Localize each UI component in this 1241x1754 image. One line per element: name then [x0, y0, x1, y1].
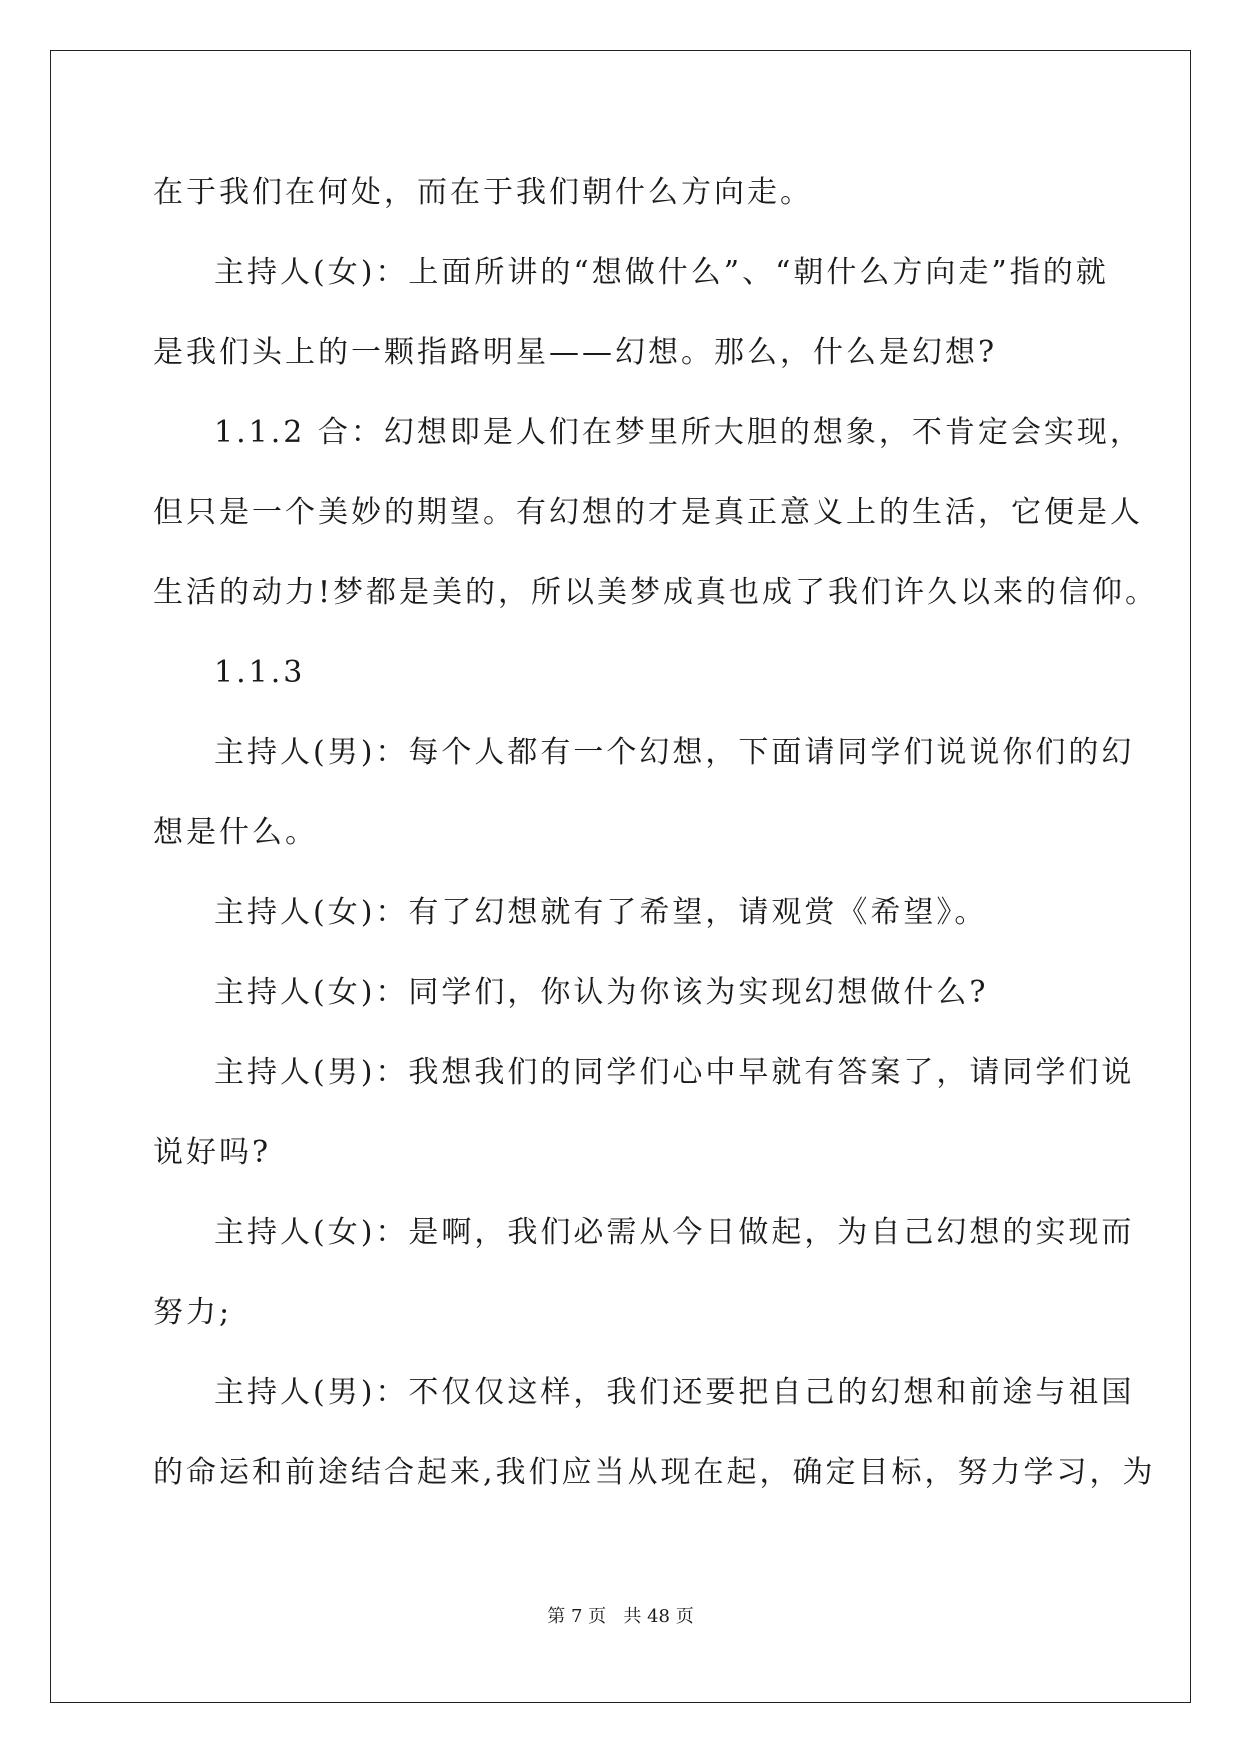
paragraph-line: 是我们头上的一颗指路明星——幻想。那么，什么是幻想?: [153, 335, 998, 370]
paragraph-line: 1.1.2 合：幻想即是人们在梦里所大胆的想象，不肯定会实现，: [214, 415, 1143, 450]
paragraph-line: 努力;: [153, 1295, 233, 1330]
paragraph-line: 说好吗?: [153, 1135, 272, 1170]
paragraph-line: 主持人(女)：是啊，我们必需从今日做起，为自己幻想的实现而: [214, 1215, 1135, 1250]
paragraph-line: 主持人(男)：我想我们的同学们心中早就有答案了，请同学们说: [214, 1055, 1135, 1090]
paragraph-line: 主持人(男)：每个人都有一个幻想，下面请同学们说说你们的幻: [214, 735, 1135, 770]
paragraph-line: 主持人(男)：不仅仅这样，我们还要把自己的幻想和前途与祖国: [214, 1375, 1135, 1410]
paragraph-line: 但只是一个美妙的期望。有幻想的才是真正意义上的生活，它便是人: [153, 495, 1143, 530]
paragraph-line: 生活的动力!梦都是美的，所以美梦成真也成了我们许久以来的信仰。: [153, 575, 1159, 610]
paragraph-line: 主持人(女)：同学们，你认为你该为实现幻想做什么?: [214, 975, 989, 1010]
paragraph-line: 主持人(女)：上面所讲的“想做什么”、“朝什么方向走”指的就: [214, 255, 1109, 290]
paragraph-line: 的命运和前途结合起来,我们应当从现在起，确定目标，努力学习，为: [153, 1455, 1156, 1490]
paragraph-line: 主持人(女)：有了幻想就有了希望，请观赏《希望》。: [214, 895, 988, 930]
section-number: 1.1.3: [214, 655, 306, 690]
page-number-footer: 第 7 页 共 48 页: [547, 1606, 694, 1627]
paragraph-line: 在于我们在何处，而在于我们朝什么方向走。: [153, 175, 813, 210]
paragraph-line: 想是什么。: [153, 815, 318, 850]
